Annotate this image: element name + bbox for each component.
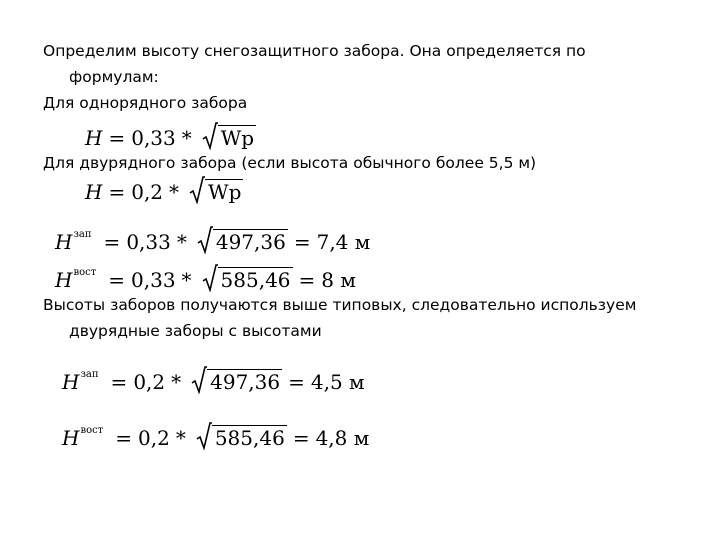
radicand: 497,36 xyxy=(207,369,282,394)
formula-variable: H xyxy=(85,180,103,204)
result-value: 4,8 м xyxy=(315,426,370,450)
coefficient: 0,2 xyxy=(133,370,166,394)
superscript-label: вост xyxy=(73,267,97,278)
multiply-sign: * xyxy=(171,370,182,394)
square-root xyxy=(191,366,282,394)
result-value: 4,5 м xyxy=(310,370,365,394)
multiply-sign: * xyxy=(169,180,180,204)
equals-sign: = xyxy=(292,426,310,450)
square-root xyxy=(202,264,293,292)
intro-line-1: Определим высоту снегозащитного забора. Она определяется по xyxy=(43,42,586,60)
radical-sign-icon xyxy=(191,366,207,394)
conclusion-line-2: двурядные заборы с высотами xyxy=(69,322,322,340)
radicand: Wp xyxy=(205,179,243,204)
equals-sign: = xyxy=(108,126,126,150)
double-row-label: Для двурядного забора (если высота обычного более 5,5 м) xyxy=(43,154,537,172)
radicand: 497,36 xyxy=(213,229,288,254)
formula-variable: H xyxy=(62,370,80,394)
conclusion-line-1: Высоты заборов получаются выше типовых, следовательно используем xyxy=(43,296,637,314)
radical-sign-icon xyxy=(197,226,213,254)
formula-variable: H xyxy=(55,268,73,292)
multiply-sign: * xyxy=(175,426,186,450)
conclusion-paragraph xyxy=(43,292,636,344)
formula-variable: H xyxy=(85,126,103,150)
equals-sign: = xyxy=(288,370,305,394)
radical-sign-icon xyxy=(202,264,218,292)
multiply-sign: * xyxy=(181,126,192,150)
result-value: 7,4 м xyxy=(316,230,371,254)
superscript-label: вост xyxy=(80,425,104,436)
radical-sign-icon xyxy=(189,176,205,204)
equals-sign: = xyxy=(103,230,121,254)
intro-paragraph xyxy=(43,38,586,90)
intro-line-2: формулам: xyxy=(69,68,159,86)
coefficient: 0,33 xyxy=(131,126,176,150)
superscript-label: зап xyxy=(80,369,99,380)
formula-variable: H xyxy=(62,426,80,450)
equals-sign: = xyxy=(115,426,133,450)
formula-variable: H xyxy=(55,230,73,254)
square-root xyxy=(197,226,288,254)
equals-sign: = xyxy=(298,268,316,292)
multiply-sign: * xyxy=(176,230,187,254)
square-root xyxy=(202,122,256,150)
equals-sign: = xyxy=(108,268,126,292)
calc-vost-double xyxy=(62,420,369,450)
formula-single-row xyxy=(85,120,256,150)
multiply-sign: * xyxy=(181,268,192,292)
coefficient: 0,2 xyxy=(138,426,170,450)
equals-sign: = xyxy=(110,370,128,394)
radicand: 585,46 xyxy=(212,425,287,450)
equals-sign: = xyxy=(293,230,311,254)
coefficient: 0,33 xyxy=(131,268,176,292)
square-root xyxy=(196,422,287,450)
coefficient: 0,33 xyxy=(126,230,171,254)
radical-sign-icon xyxy=(202,122,218,150)
superscript-label: зап xyxy=(73,229,92,240)
formula-double-row xyxy=(85,174,243,204)
radical-sign-icon xyxy=(196,422,212,450)
coefficient: 0,2 xyxy=(131,180,164,204)
result-value: 8 м xyxy=(321,268,356,292)
calc-zap-double xyxy=(62,364,365,394)
radicand: Wp xyxy=(218,125,256,150)
calc-zap-single xyxy=(55,224,370,254)
single-row-label: Для однорядного забора xyxy=(43,94,248,112)
calc-vost-single xyxy=(55,262,356,292)
square-root xyxy=(189,176,243,204)
equals-sign: = xyxy=(108,180,126,204)
radicand: 585,46 xyxy=(218,267,293,292)
